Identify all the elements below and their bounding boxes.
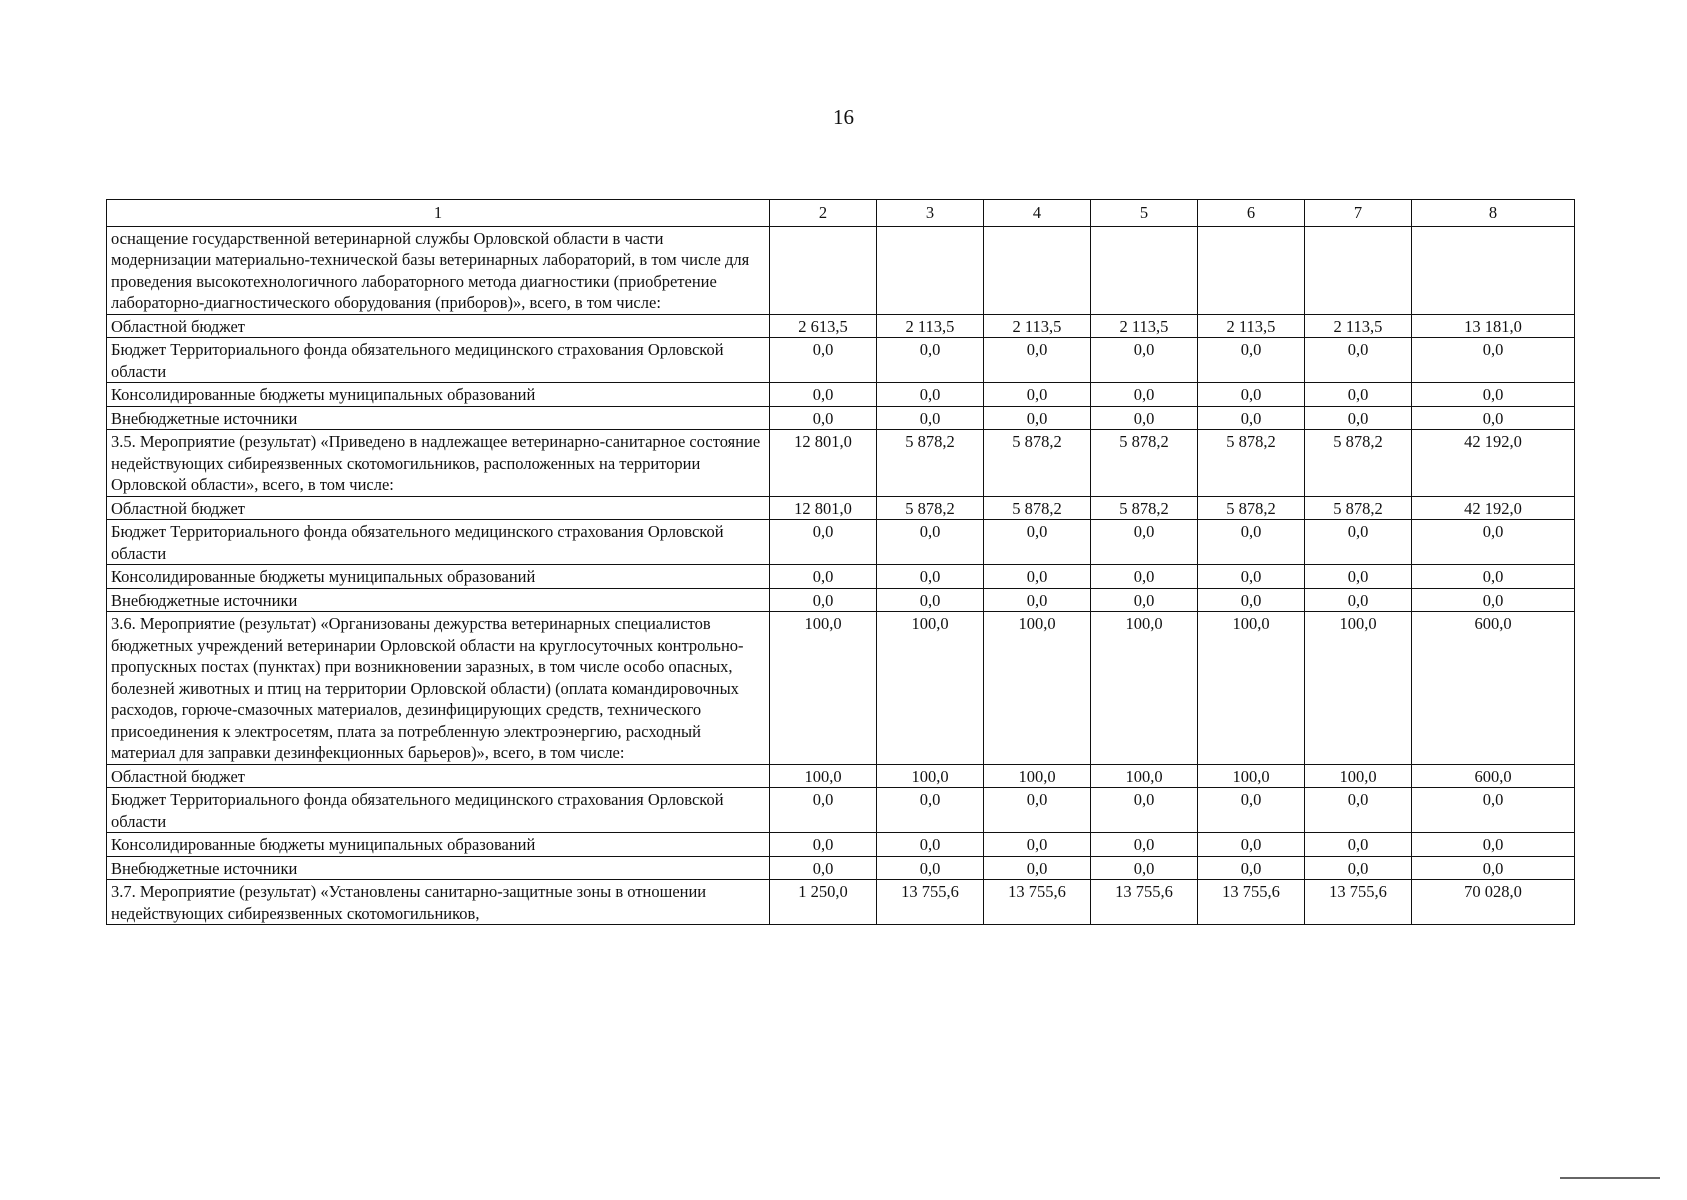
row-value bbox=[877, 226, 984, 314]
table-row bbox=[107, 406, 1575, 430]
row-value: 0,0 bbox=[1091, 383, 1198, 407]
row-value: 0,0 bbox=[877, 565, 984, 589]
row-label: Консолидированные бюджеты муниципальных образований bbox=[107, 833, 770, 857]
row-value: 2 113,5 bbox=[877, 314, 984, 338]
row-value: 0,0 bbox=[984, 856, 1091, 880]
row-value: 2 113,5 bbox=[1305, 314, 1412, 338]
row-value: 13 755,6 bbox=[1198, 880, 1305, 925]
row-value: 100,0 bbox=[1091, 764, 1198, 788]
row-value bbox=[1412, 226, 1575, 314]
table-header bbox=[107, 200, 1575, 227]
row-value: 2 113,5 bbox=[1091, 314, 1198, 338]
table-row bbox=[107, 788, 1575, 833]
row-value: 0,0 bbox=[1198, 406, 1305, 430]
row-value: 2 113,5 bbox=[984, 314, 1091, 338]
table-row bbox=[107, 764, 1575, 788]
row-value: 0,0 bbox=[1198, 788, 1305, 833]
row-value: 0,0 bbox=[1198, 833, 1305, 857]
row-value: 0,0 bbox=[1198, 520, 1305, 565]
row-label: Бюджет Территориального фонда обязательного медицинского страхования Орловской области bbox=[107, 338, 770, 383]
table-row bbox=[107, 226, 1575, 314]
column-header: 3 bbox=[877, 200, 984, 227]
page-number: 16 bbox=[833, 105, 854, 129]
row-label: Внебюджетные источники bbox=[107, 588, 770, 612]
row-value: 0,0 bbox=[770, 520, 877, 565]
row-label: 3.5. Мероприятие (результат) «Приведено в надлежащее ветеринарно-санитарное состояние недействующих сибиреязвенных скотомогильников, расположенных на территории Орловской области», всего, в том числе: bbox=[107, 430, 770, 497]
row-value: 100,0 bbox=[877, 612, 984, 765]
row-value: 100,0 bbox=[984, 764, 1091, 788]
table-row bbox=[107, 856, 1575, 880]
table-row bbox=[107, 496, 1575, 520]
row-value: 0,0 bbox=[1412, 565, 1575, 589]
row-value: 0,0 bbox=[1305, 383, 1412, 407]
row-value: 0,0 bbox=[770, 588, 877, 612]
row-value: 100,0 bbox=[984, 612, 1091, 765]
row-value bbox=[1305, 226, 1412, 314]
row-value: 5 878,2 bbox=[1091, 496, 1198, 520]
row-value: 0,0 bbox=[1091, 338, 1198, 383]
column-header: 4 bbox=[984, 200, 1091, 227]
header-row bbox=[107, 200, 1575, 227]
row-value: 12 801,0 bbox=[770, 496, 877, 520]
table-row bbox=[107, 520, 1575, 565]
row-value: 13 755,6 bbox=[1091, 880, 1198, 925]
row-value: 0,0 bbox=[1412, 406, 1575, 430]
row-value: 0,0 bbox=[1412, 588, 1575, 612]
row-value: 0,0 bbox=[1198, 383, 1305, 407]
row-label: оснащение государственной ветеринарной службы Орловской области в части модернизации материально-технической базы ветеринарных лабораторий, в том числе для проведения высокотехнологичного лабораторного метода диагностики (приобретение лабораторно-диагностического оборудования (приборов)», всего, в том числе: bbox=[107, 226, 770, 314]
row-value: 13 755,6 bbox=[877, 880, 984, 925]
column-header: 2 bbox=[770, 200, 877, 227]
table-row bbox=[107, 430, 1575, 497]
row-value: 0,0 bbox=[1091, 833, 1198, 857]
row-value: 0,0 bbox=[984, 588, 1091, 612]
row-value: 100,0 bbox=[770, 612, 877, 765]
row-value: 0,0 bbox=[1305, 588, 1412, 612]
column-header: 6 bbox=[1198, 200, 1305, 227]
row-value: 13 755,6 bbox=[984, 880, 1091, 925]
row-value: 100,0 bbox=[770, 764, 877, 788]
row-value: 0,0 bbox=[877, 338, 984, 383]
row-value: 0,0 bbox=[877, 406, 984, 430]
row-value: 0,0 bbox=[1305, 565, 1412, 589]
row-value: 0,0 bbox=[1091, 856, 1198, 880]
row-value: 5 878,2 bbox=[1305, 430, 1412, 497]
row-value: 0,0 bbox=[984, 565, 1091, 589]
row-value: 0,0 bbox=[877, 588, 984, 612]
row-value: 0,0 bbox=[984, 520, 1091, 565]
table-row bbox=[107, 833, 1575, 857]
row-value: 0,0 bbox=[1198, 565, 1305, 589]
row-value: 100,0 bbox=[1198, 764, 1305, 788]
row-value: 0,0 bbox=[877, 788, 984, 833]
row-value: 600,0 bbox=[1412, 612, 1575, 765]
row-label: 3.6. Мероприятие (результат) «Организованы дежурства ветеринарных специалистов бюджетных учреждений ветеринарии Орловской области на круглосуточных контрольно-пропускных постах (пунктах) при возникновении заразных, в том числе особо опасных, болезней животных и птиц на территории Орловской области) (оплата командировочных расходов, горюче-смазочных материалов, дезинфицирующих средств, технического присоединения к электросетям, плата за потребленную электроэнергию, расходный материал для заправки дезинфекционных барьеров)», всего, в том числе: bbox=[107, 612, 770, 765]
row-value: 100,0 bbox=[1091, 612, 1198, 765]
row-label: Областной бюджет bbox=[107, 496, 770, 520]
row-value: 0,0 bbox=[984, 788, 1091, 833]
row-label: Областной бюджет bbox=[107, 314, 770, 338]
row-value: 5 878,2 bbox=[984, 496, 1091, 520]
table-row bbox=[107, 880, 1575, 925]
row-value: 5 878,2 bbox=[877, 430, 984, 497]
row-value bbox=[770, 226, 877, 314]
row-value: 0,0 bbox=[1198, 588, 1305, 612]
row-value: 0,0 bbox=[1305, 788, 1412, 833]
row-value: 0,0 bbox=[984, 383, 1091, 407]
table-row bbox=[107, 314, 1575, 338]
row-value bbox=[1091, 226, 1198, 314]
row-label: Областной бюджет bbox=[107, 764, 770, 788]
table-row bbox=[107, 565, 1575, 589]
table-row bbox=[107, 338, 1575, 383]
row-value: 0,0 bbox=[1412, 833, 1575, 857]
row-value: 0,0 bbox=[1198, 338, 1305, 383]
row-value: 2 113,5 bbox=[1198, 314, 1305, 338]
row-label: 3.7. Мероприятие (результат) «Установлены санитарно-защитные зоны в отношении недействующих сибиреязвенных скотомогильников, bbox=[107, 880, 770, 925]
column-header: 8 bbox=[1412, 200, 1575, 227]
row-value: 1 250,0 bbox=[770, 880, 877, 925]
row-value: 42 192,0 bbox=[1412, 430, 1575, 497]
row-value: 42 192,0 bbox=[1412, 496, 1575, 520]
row-value: 0,0 bbox=[770, 565, 877, 589]
row-value: 0,0 bbox=[877, 383, 984, 407]
row-label: Консолидированные бюджеты муниципальных образований bbox=[107, 565, 770, 589]
row-value: 0,0 bbox=[877, 520, 984, 565]
row-value: 5 878,2 bbox=[984, 430, 1091, 497]
row-value: 0,0 bbox=[1091, 565, 1198, 589]
row-value: 0,0 bbox=[1412, 856, 1575, 880]
row-value: 0,0 bbox=[877, 833, 984, 857]
table-body bbox=[107, 226, 1575, 925]
table-row bbox=[107, 588, 1575, 612]
row-value: 0,0 bbox=[1412, 520, 1575, 565]
row-value: 600,0 bbox=[1412, 764, 1575, 788]
row-value: 0,0 bbox=[1305, 833, 1412, 857]
row-value: 0,0 bbox=[770, 383, 877, 407]
row-value: 0,0 bbox=[984, 833, 1091, 857]
row-value: 0,0 bbox=[770, 856, 877, 880]
row-value: 0,0 bbox=[1305, 856, 1412, 880]
row-label: Бюджет Территориального фонда обязательного медицинского страхования Орловской области bbox=[107, 788, 770, 833]
row-value: 5 878,2 bbox=[877, 496, 984, 520]
row-value: 0,0 bbox=[1412, 383, 1575, 407]
column-header: 1 bbox=[107, 200, 770, 227]
row-label: Консолидированные бюджеты муниципальных образований bbox=[107, 383, 770, 407]
row-value bbox=[1198, 226, 1305, 314]
row-value: 0,0 bbox=[1412, 338, 1575, 383]
row-value: 0,0 bbox=[1305, 406, 1412, 430]
row-value: 70 028,0 bbox=[1412, 880, 1575, 925]
row-value: 0,0 bbox=[1091, 520, 1198, 565]
row-value: 0,0 bbox=[1305, 520, 1412, 565]
row-label: Внебюджетные источники bbox=[107, 856, 770, 880]
row-value: 0,0 bbox=[1091, 588, 1198, 612]
row-value: 100,0 bbox=[1198, 612, 1305, 765]
row-value: 0,0 bbox=[770, 833, 877, 857]
row-value: 0,0 bbox=[1091, 788, 1198, 833]
column-header: 7 bbox=[1305, 200, 1412, 227]
row-value: 0,0 bbox=[770, 788, 877, 833]
row-value: 2 613,5 bbox=[770, 314, 877, 338]
row-value: 13 181,0 bbox=[1412, 314, 1575, 338]
row-value: 0,0 bbox=[984, 406, 1091, 430]
row-label: Бюджет Территориального фонда обязательного медицинского страхования Орловской области bbox=[107, 520, 770, 565]
budget-table bbox=[106, 199, 1575, 925]
row-value: 0,0 bbox=[984, 338, 1091, 383]
row-value: 100,0 bbox=[877, 764, 984, 788]
row-value: 5 878,2 bbox=[1198, 496, 1305, 520]
row-value: 12 801,0 bbox=[770, 430, 877, 497]
column-header: 5 bbox=[1091, 200, 1198, 227]
row-value: 0,0 bbox=[877, 856, 984, 880]
row-value: 0,0 bbox=[1091, 406, 1198, 430]
row-value: 5 878,2 bbox=[1091, 430, 1198, 497]
row-value bbox=[984, 226, 1091, 314]
row-value: 5 878,2 bbox=[1305, 496, 1412, 520]
row-value: 0,0 bbox=[770, 406, 877, 430]
row-value: 0,0 bbox=[1305, 338, 1412, 383]
table-row bbox=[107, 383, 1575, 407]
row-value: 0,0 bbox=[1412, 788, 1575, 833]
row-value: 5 878,2 bbox=[1198, 430, 1305, 497]
row-value: 100,0 bbox=[1305, 764, 1412, 788]
row-value: 100,0 bbox=[1305, 612, 1412, 765]
row-value: 0,0 bbox=[1198, 856, 1305, 880]
row-label: Внебюджетные источники bbox=[107, 406, 770, 430]
row-value: 13 755,6 bbox=[1305, 880, 1412, 925]
table-row bbox=[107, 612, 1575, 765]
row-value: 0,0 bbox=[770, 338, 877, 383]
